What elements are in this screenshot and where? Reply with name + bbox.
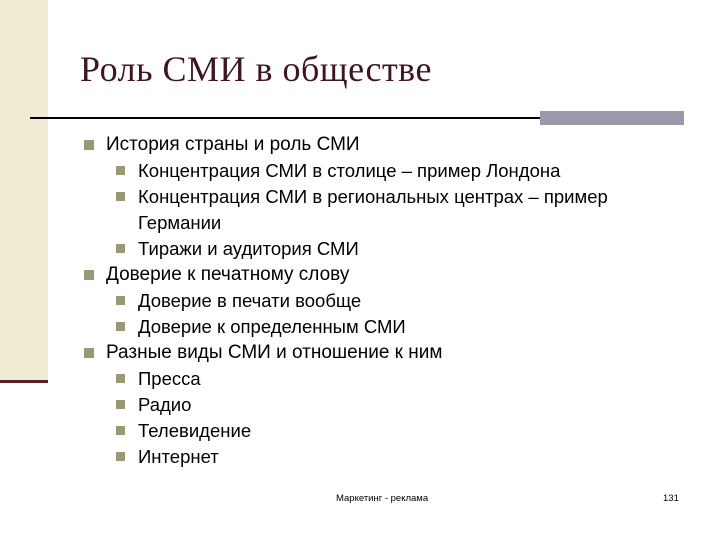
list-item — [84, 262, 694, 288]
list-item-text: Телевидение — [138, 420, 252, 441]
list-item-text: Разные виды СМИ и отношение к ним — [106, 342, 443, 363]
list-item — [84, 158, 694, 184]
list-item — [84, 132, 694, 158]
list-item — [84, 236, 694, 262]
bullet-list — [84, 132, 694, 470]
slide-title: Роль СМИ в обществе — [80, 49, 432, 89]
side-decoration-accent — [0, 380, 48, 383]
square-bullet-icon — [116, 374, 125, 383]
square-bullet-icon — [116, 400, 125, 409]
side-decoration-bar — [0, 0, 48, 382]
list-item — [84, 184, 694, 236]
square-bullet-icon — [84, 270, 94, 280]
square-bullet-icon — [116, 426, 125, 435]
list-item — [84, 444, 694, 470]
list-item-text: Тиражи и аудитория СМИ — [138, 238, 359, 259]
square-bullet-icon — [84, 348, 94, 358]
list-item — [84, 340, 694, 366]
list-item-text: Доверие к определенным СМИ — [138, 316, 406, 337]
list-item-text: Пресса — [138, 368, 201, 389]
square-bullet-icon — [116, 166, 125, 175]
list-item — [84, 418, 694, 444]
square-bullet-icon — [116, 192, 125, 201]
list-item-text: Концентрация СМИ в столице – пример Лондона — [138, 160, 561, 181]
list-item-text: Доверие в печати вообще — [138, 290, 362, 311]
list-item — [84, 392, 694, 418]
list-item — [84, 366, 694, 392]
page-number: 131 — [663, 493, 679, 504]
square-bullet-icon — [116, 296, 125, 305]
list-item-text: Радио — [138, 394, 192, 415]
list-item-text: Концентрация СМИ в региональных центрах – пример Германии — [138, 186, 608, 233]
list-item-text: История страны и роль СМИ — [106, 134, 360, 155]
title-divider-block — [540, 111, 684, 125]
list-item-text: Доверие к печатному слову — [106, 264, 350, 285]
square-bullet-icon — [116, 322, 125, 331]
list-item — [84, 314, 694, 340]
list-item — [84, 288, 694, 314]
square-bullet-icon — [84, 140, 94, 150]
list-item-text: Интернет — [138, 446, 219, 467]
slide-footer: Маркетинг - реклама — [336, 493, 429, 504]
square-bullet-icon — [116, 452, 125, 461]
square-bullet-icon — [116, 244, 125, 253]
